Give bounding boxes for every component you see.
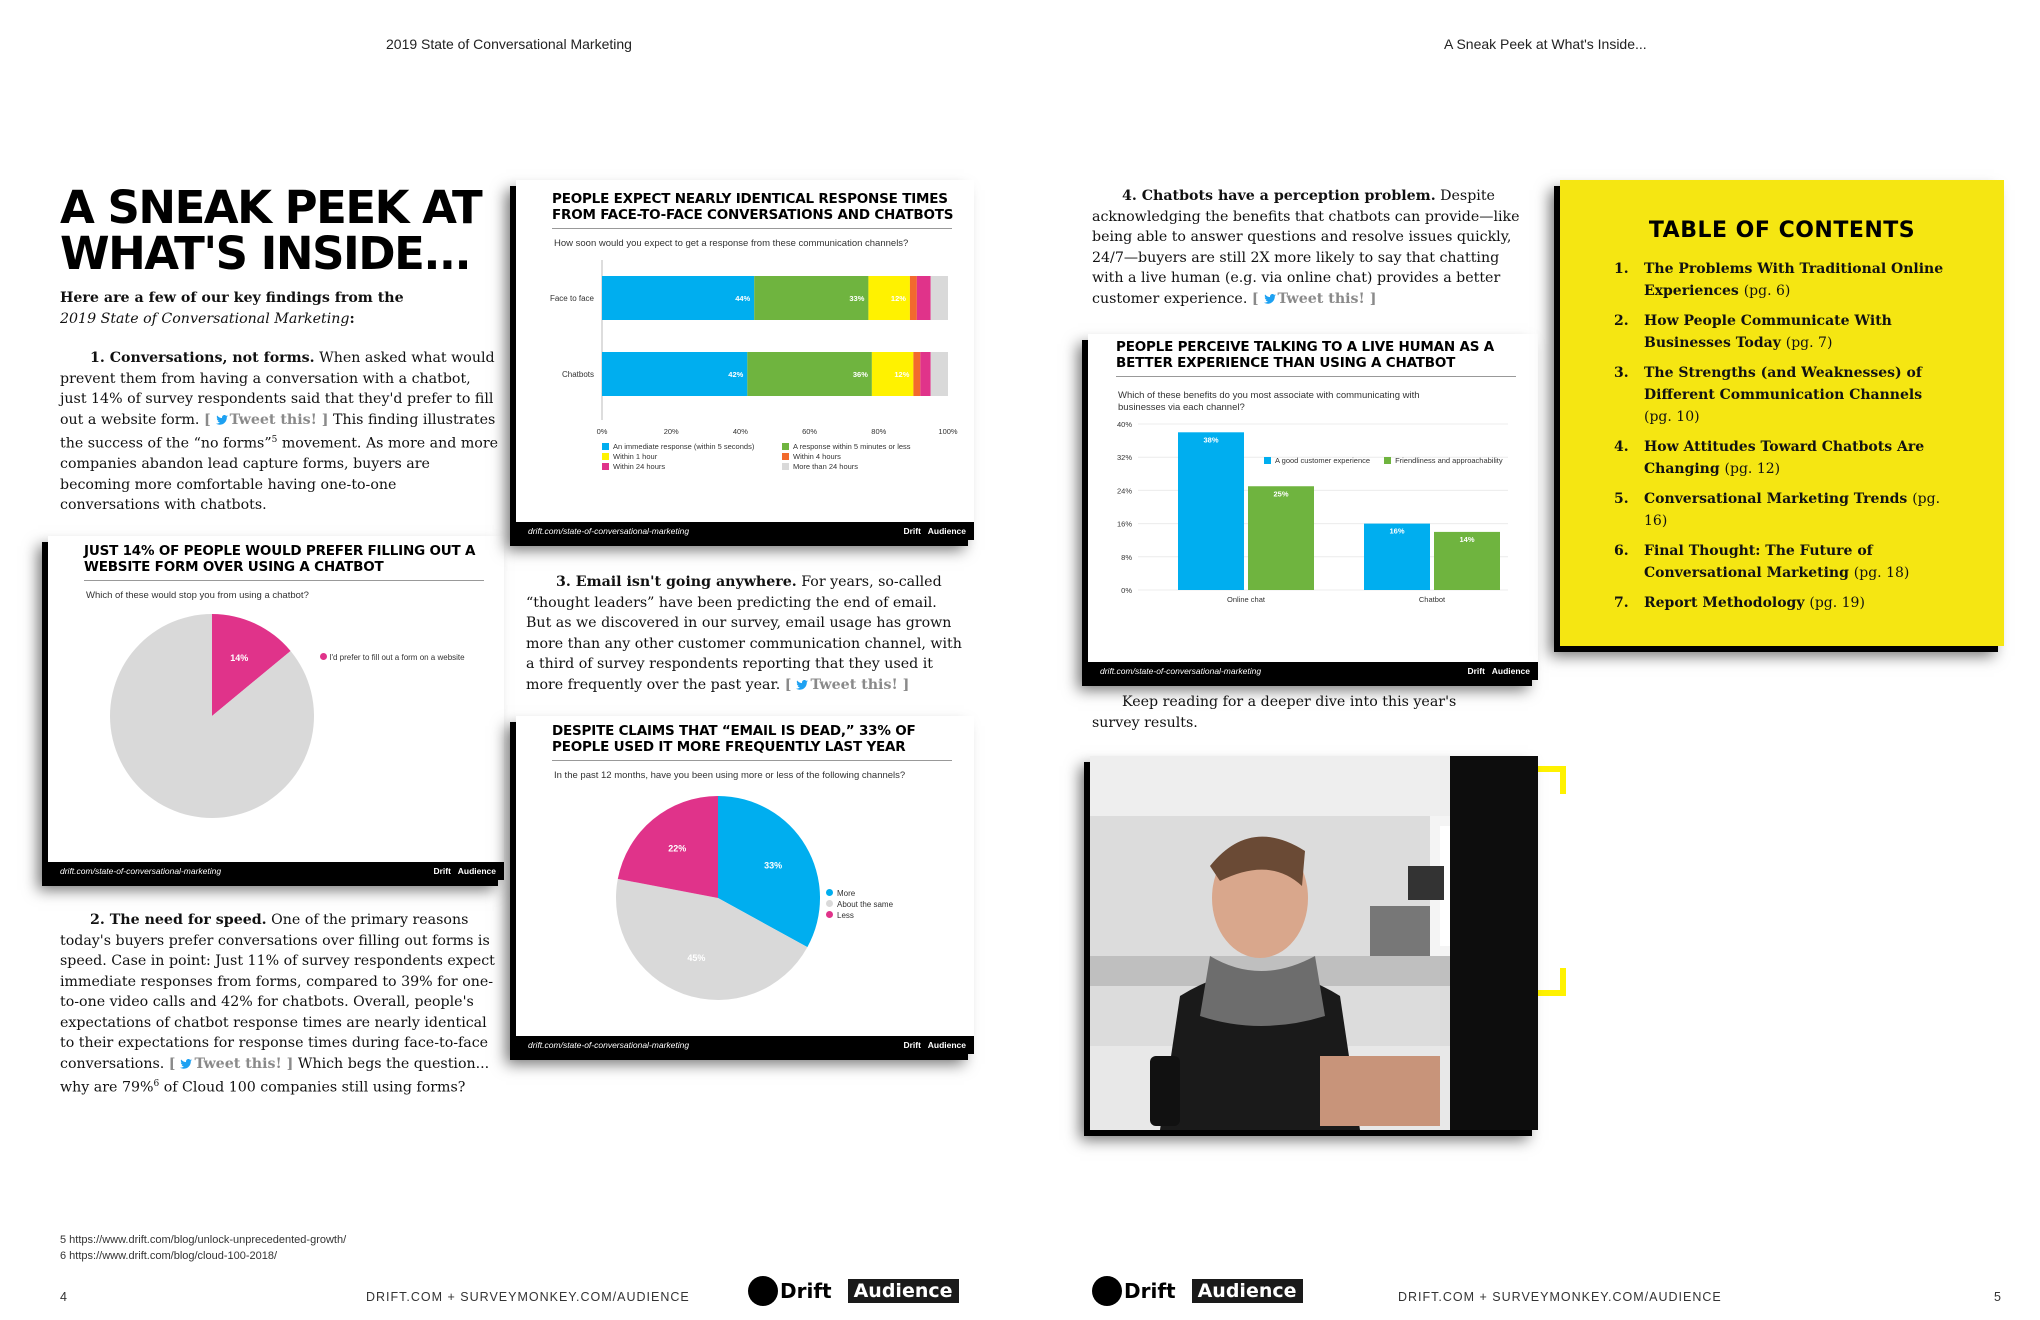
response-x-tick: 100% xyxy=(938,427,958,436)
footnote-ref-5: 5 xyxy=(271,435,278,445)
legend-swatch xyxy=(826,911,833,918)
tweet-label-4: Tweet this! xyxy=(1277,290,1365,307)
legend-swatch xyxy=(602,463,609,470)
twitter-icon xyxy=(1264,294,1276,304)
perception-y-tick: 32% xyxy=(1116,453,1132,463)
response-x-tick: 40% xyxy=(732,427,748,436)
response-bar-segment xyxy=(602,276,754,320)
toc-item-number: 4. xyxy=(1614,439,1629,455)
bracket-br xyxy=(1538,968,1566,996)
finding-3-head: 3. Email isn't going anywhere. xyxy=(556,574,797,590)
toc-item-page: (pg. 16) xyxy=(1644,491,1941,529)
perception-legend-item xyxy=(1384,456,1503,465)
card-footer-logos xyxy=(433,862,496,880)
perception-y-tick: 16% xyxy=(1116,519,1132,529)
finding-2-body: One of the primary reasons today's buyers prefer conversations over filling out forms is speed. Case in point: Just 11% of survey respondents expect immediate responses from forms, compared to 39% for one-to-one video calls and 42% for chatbots. Overall, people's expectations of chatbot response times are nearly identical to their expectations for response times during face-to-face conversations. xyxy=(60,912,495,1072)
footnote-5: 5 https://www.drift.com/blog/unlock-unprecedented-growth/ xyxy=(60,1234,347,1246)
intro-italic: 2019 State of Conversational Marketing xyxy=(60,310,350,327)
chart-response-title: PEOPLE EXPECT NEARLY IDENTICAL RESPONSE TIMES FROM FACE-TO-FACE CONVERSATIONS AND CHATBOTS xyxy=(552,191,954,223)
card-footer-drift: Drift xyxy=(1467,666,1485,676)
page-title xyxy=(60,181,482,280)
toc-item-title: Final Thought: The Future of Conversational Marketing (pg. 18) xyxy=(1644,543,1910,581)
toc-item-title: Conversational Marketing Trends (pg. 16) xyxy=(1644,491,1941,529)
legend-swatch xyxy=(1264,457,1271,464)
email-pie-label: 33% xyxy=(764,860,783,871)
toc-item-title: How Attitudes Toward Chatbots Are Changing (pg. 12) xyxy=(1644,439,1925,477)
drift-mark-icon xyxy=(1092,1276,1122,1306)
intro-bold: Here are a few of our key findings from the xyxy=(60,290,404,306)
card-footer-logos xyxy=(903,522,966,540)
toc-item-number: 5. xyxy=(1614,491,1629,507)
toc-item-page: (pg. 19) xyxy=(1809,595,1865,611)
response-data-label: 44% xyxy=(735,294,751,303)
legend-label: Friendliness and approachability xyxy=(1395,456,1503,465)
chart-forms-title: JUST 14% OF PEOPLE WOULD PREFER FILLING OUT A WEBSITE FORM OVER USING A CHATBOT xyxy=(84,543,476,575)
chart-card-email xyxy=(516,716,974,1054)
legend-swatch xyxy=(602,453,609,460)
perception-legend-item xyxy=(1264,456,1370,465)
toc-item-page: (pg. 7) xyxy=(1785,335,1833,351)
card-footer xyxy=(516,1036,974,1054)
toc-item-page: (pg. 10) xyxy=(1644,409,1700,425)
card-footer-audience: Audience xyxy=(1491,666,1530,676)
finding-2 xyxy=(60,910,500,1098)
chart-forms-legend xyxy=(320,653,465,662)
audience-logo xyxy=(848,1279,959,1303)
response-legend-item xyxy=(782,462,962,472)
response-x-tick: 20% xyxy=(663,427,679,436)
response-legend-item xyxy=(602,442,782,452)
finding-2-body3: of Cloud 100 companies still using forms? xyxy=(163,1079,466,1096)
chart-email-title: DESPITE CLAIMS THAT “EMAIL IS DEAD,” 33% OF PEOPLE USED IT MORE FREQUENTLY LAST YEAR xyxy=(552,723,916,755)
keep-reading-text: Keep reading for a deeper dive into this year's survey results. xyxy=(1092,694,1457,731)
footer-logos-left xyxy=(748,1276,959,1306)
legend-label: Within 1 hour xyxy=(613,452,658,461)
page-number-right: 5 xyxy=(1994,1290,2002,1304)
toc-item-number: 6. xyxy=(1614,543,1629,559)
tweet-link-2[interactable]: [ Tweet this! ] xyxy=(168,1055,294,1072)
toc-item-title: How People Communicate With Businesses Today (pg. 7) xyxy=(1644,313,1892,351)
response-bar-segment xyxy=(931,276,948,320)
legend-label: An immediate response (within 5 seconds) xyxy=(613,442,755,451)
office-photo xyxy=(1090,756,1538,1130)
legend-label: A good customer experience xyxy=(1275,456,1371,465)
legend-label-form: I'd prefer to fill out a form on a website xyxy=(329,653,465,662)
legend-swatch xyxy=(826,889,833,896)
response-bar-segment xyxy=(910,276,917,320)
chart-response-legend xyxy=(602,442,962,472)
tweet-link-1[interactable]: [ Tweet this! ] xyxy=(203,411,329,428)
response-bar-segment xyxy=(602,352,747,396)
chart-perception-svg xyxy=(1088,414,1538,654)
finding-1-body2: This finding illustrates the success of the “no forms” xyxy=(60,411,496,452)
tweet-label-2: Tweet this! xyxy=(194,1055,282,1072)
header-right: A Sneak Peek at What's Inside... xyxy=(1444,36,1647,52)
perception-bar xyxy=(1178,432,1244,590)
response-data-label: 12% xyxy=(894,370,910,379)
perception-data-label: 16% xyxy=(1389,526,1405,536)
finding-3 xyxy=(526,572,966,695)
twitter-icon xyxy=(796,680,808,690)
email-legend-item xyxy=(826,910,893,921)
finding-4-head: 4. Chatbots have a perception problem. xyxy=(1122,188,1436,204)
email-legend-item xyxy=(826,888,893,899)
legend-swatch xyxy=(602,443,609,450)
response-data-label: 12% xyxy=(890,294,906,303)
office-photo-illustration xyxy=(1090,756,1538,1130)
footnote-6: 6 https://www.drift.com/blog/cloud-100-2018/ xyxy=(60,1250,278,1262)
card-footer-logos xyxy=(1467,662,1530,680)
legend-swatch-form xyxy=(320,653,327,660)
card-footer-drift: Drift xyxy=(903,1040,921,1050)
bracket-tr xyxy=(1538,766,1566,794)
page-title-line1: A SNEAK PEEK AT xyxy=(60,181,482,234)
footer-logos-right xyxy=(1092,1276,1303,1306)
chart-perception-question: Which of these benefits do you most associate with communicating with businesses via each channel? xyxy=(1118,390,1420,413)
audience-logo xyxy=(1192,1279,1303,1303)
response-data-label: 36% xyxy=(852,370,868,379)
perception-data-label: 14% xyxy=(1459,534,1475,544)
legend-label: More than 24 hours xyxy=(793,462,859,471)
email-pie-label: 22% xyxy=(668,843,687,854)
audience-logo-text: Audience xyxy=(853,1280,953,1302)
page-title-line2: WHAT'S INSIDE... xyxy=(60,227,471,280)
intro-text xyxy=(60,288,500,329)
toc-item-number: 2. xyxy=(1614,313,1629,329)
legend-label: About the same xyxy=(837,900,894,909)
card-footer-audience: Audience xyxy=(927,1040,966,1050)
finding-3-body: For years, so-called “thought leaders” have been predicting the end of email. But as we discovered in our survey, email usage has grown more than any other customer communication channel, with a third of survey respondents reporting that they used it more frequently over the past year. xyxy=(526,574,962,693)
chart-forms-question: Which of these would stop you from using a chatbot? xyxy=(86,590,309,601)
chart-response-rule xyxy=(552,228,952,229)
audience-logo-text: Audience xyxy=(1197,1280,1297,1302)
response-legend-item xyxy=(602,462,782,472)
email-pie-label: 45% xyxy=(687,953,706,964)
perception-y-tick: 0% xyxy=(1121,586,1132,595)
response-bar-segment xyxy=(913,352,920,396)
perception-y-tick: 24% xyxy=(1116,486,1132,496)
chart-response-svg xyxy=(516,250,974,450)
toc-title: TABLE OF CONTENTS xyxy=(1648,218,1916,243)
tweet-label-1: Tweet this! xyxy=(229,411,317,428)
card-footer-url: drift.com/state-of-conversational-marketing xyxy=(528,1040,690,1050)
response-bar-segment xyxy=(931,352,948,396)
toc-item-title: The Problems With Traditional Online Experiences (pg. 6) xyxy=(1644,261,1944,299)
email-legend-item xyxy=(826,899,893,910)
perception-category-label: Online chat xyxy=(1227,595,1265,604)
legend-label: A response within 5 minutes or less xyxy=(793,442,911,451)
twitter-icon xyxy=(180,1059,192,1069)
legend-swatch xyxy=(826,900,833,907)
toc-item-page: (pg. 18) xyxy=(1853,565,1910,581)
legend-label: More xyxy=(837,889,856,898)
response-x-tick: 0% xyxy=(596,427,608,436)
drift-logo-text: Drift xyxy=(1124,1279,1176,1303)
chart-perception-legend xyxy=(1264,456,1517,465)
response-x-tick: 60% xyxy=(802,427,818,436)
response-data-label: 42% xyxy=(728,370,744,379)
twitter-icon xyxy=(216,415,228,425)
card-footer xyxy=(516,522,974,540)
chart-card-forms xyxy=(48,536,504,880)
toc-item-number: 1. xyxy=(1614,261,1629,277)
chart-forms-svg xyxy=(48,606,504,866)
chart-forms-rule xyxy=(84,580,484,581)
chart-email-question: In the past 12 months, have you been using more or less of the following channels? xyxy=(554,770,906,781)
finding-4-body: Despite acknowledging the benefits that chatbots can provide—like being able to answer questions and resolve issues quickly, 24/7—buyers are still 2X more likely to say that chatting with a live human (e.g. via online chat) provides a better customer experience. xyxy=(1092,188,1520,307)
header-left: 2019 State of Conversational Marketing xyxy=(386,36,632,52)
chart-card-response xyxy=(516,180,974,540)
response-category-label: Chatbots xyxy=(561,370,594,379)
chart-email-rule xyxy=(552,760,952,761)
perception-data-label: 25% xyxy=(1273,489,1289,499)
tweet-label-3: Tweet this! xyxy=(810,676,898,693)
card-footer-drift: Drift xyxy=(903,526,921,536)
chart-email-legend xyxy=(826,888,893,921)
toc-item-number: 7. xyxy=(1614,595,1629,611)
response-legend-item xyxy=(782,452,962,462)
response-data-label: 33% xyxy=(849,294,865,303)
card-footer-url: drift.com/state-of-conversational-marketing xyxy=(528,526,690,536)
response-legend-item xyxy=(782,442,962,452)
chart-response-question: How soon would you expect to get a response from these communication channels? xyxy=(554,238,909,249)
drift-mark-icon xyxy=(748,1276,778,1306)
page-number-left: 4 xyxy=(60,1290,68,1304)
legend-label: Less xyxy=(837,911,854,920)
card-footer-logos xyxy=(903,1036,966,1054)
chart-email-svg xyxy=(516,786,974,1036)
perception-bar xyxy=(1248,486,1314,590)
finding-2-head: 2. The need for speed. xyxy=(90,912,267,928)
toc-item-page: (pg. 6) xyxy=(1743,283,1791,299)
toc-item-title: The Strengths (and Weaknesses) of Different Communication Channels (pg. 10) xyxy=(1644,365,1923,425)
response-x-tick: 80% xyxy=(871,427,887,436)
toc-item-number: 3. xyxy=(1614,365,1629,381)
toc-item-page: (pg. 12) xyxy=(1724,461,1781,477)
tweet-link-3[interactable]: [ Tweet this! ] xyxy=(784,676,910,693)
card-footer xyxy=(48,862,504,880)
perception-y-tick: 40% xyxy=(1116,420,1132,429)
legend-label: Within 24 hours xyxy=(613,462,666,471)
finding-1 xyxy=(60,348,500,516)
response-bar-segment xyxy=(917,276,931,320)
finding-2-body2: Which begs the question... why are 79% xyxy=(60,1055,490,1096)
chart-perception-title: PEOPLE PERCEIVE TALKING TO A LIVE HUMAN AS A BETTER EXPERIENCE THAN USING A CHATBOT xyxy=(1116,339,1495,371)
response-bar-segment xyxy=(920,352,930,396)
card-footer-audience: Audience xyxy=(927,526,966,536)
legend-swatch xyxy=(1384,457,1391,464)
perception-category-label: Chatbot xyxy=(1418,595,1446,604)
footer-url-left: DRIFT.COM + SURVEYMONKEY.COM/AUDIENCE xyxy=(366,1290,690,1304)
finding-1-body3: movement. As more and more companies abandon lead capture forms, buyers are becoming more comfortable having one-to-one conversations with chatbots. xyxy=(60,435,499,514)
legend-swatch xyxy=(782,443,789,450)
card-footer-drift: Drift xyxy=(433,866,451,876)
perception-data-label: 38% xyxy=(1203,435,1219,445)
card-footer-url: drift.com/state-of-conversational-marketing xyxy=(1100,666,1262,676)
tweet-link-4[interactable]: [ Tweet this! ] xyxy=(1251,290,1377,307)
card-footer-audience: Audience xyxy=(457,866,496,876)
finding-4 xyxy=(1092,186,1532,309)
finding-1-head: 1. Conversations, not forms. xyxy=(90,350,315,366)
footer-url-right: DRIFT.COM + SURVEYMONKEY.COM/AUDIENCE xyxy=(1398,1290,1722,1304)
toc-item-title: Report Methodology (pg. 19) xyxy=(1644,595,1865,611)
drift-logo-text: Drift xyxy=(780,1279,832,1303)
footnote-ref-6: 6 xyxy=(153,1079,160,1089)
response-legend-item xyxy=(602,452,782,462)
legend-label: Within 4 hours xyxy=(793,452,841,461)
legend-swatch xyxy=(782,463,789,470)
finding-1-body: When asked what would prevent them from having a conversation with a chatbot, just 14% of survey respondents said that they'd prefer to fill out a website form. xyxy=(60,350,495,428)
chart-card-perception xyxy=(1088,334,1538,680)
perception-y-tick: 8% xyxy=(1121,552,1132,562)
intro-tail: : xyxy=(349,310,355,327)
drift-logo xyxy=(748,1276,832,1306)
card-footer-url: drift.com/state-of-conversational-marketing xyxy=(60,866,222,876)
forms-pie-label: 14% xyxy=(230,653,249,664)
legend-swatch xyxy=(782,453,789,460)
table-of-contents xyxy=(1560,180,2004,646)
drift-logo xyxy=(1092,1276,1176,1306)
response-category-label: Face to face xyxy=(549,294,594,303)
chart-perception-rule xyxy=(1116,376,1516,377)
card-footer xyxy=(1088,662,1538,680)
